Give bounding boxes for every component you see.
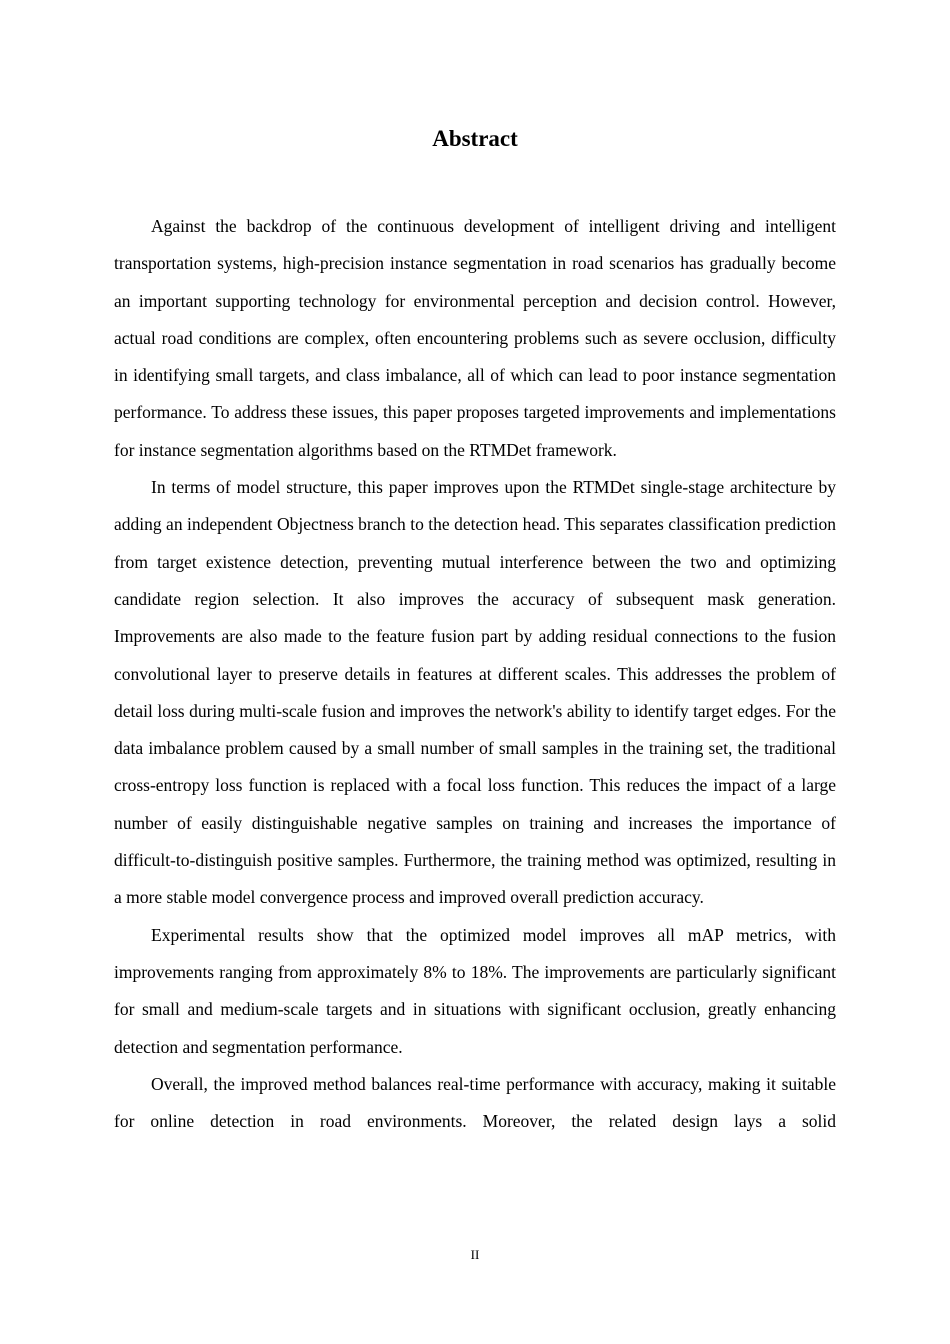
abstract-title: Abstract (432, 126, 518, 151)
page-number: II (470, 1247, 480, 1262)
abstract-body (114, 208, 836, 1140)
abstract-paragraph-4: Overall, the improved method balances real-time performance with accuracy, making it suitable for online detection in road environments. Moreover, the related design lays a solid (114, 1073, 836, 1132)
abstract-paragraph-2: In terms of model structure, this paper improves upon the RTMDet single-stage architecture by adding an independent Objectness branch to the detection head. This separates classification prediction from target existence detection, preventing mutual interference between the two and optimizing candidate region selection. It also improves the accuracy of subsequent mask generation. Improvements are also made to the feature fusion part by adding residual connections to the fusion convolutional layer to preserve details in features at different scales. This addresses the problem of detail loss during multi-scale fusion and improves the network's ability to identify target edges. For the data imbalance problem caused by a small number of small samples in the training set, the traditional cross-entropy loss function is replaced with a focal loss function. This reduces the impact of a large number of easily distinguishable negative samples on training and increases the importance of difficult-to-distinguish positive samples. Furthermore, the training method was optimized, resulting in a more stable model convergence process and improved overall prediction accuracy. (114, 477, 836, 908)
abstract-paragraph-1: Against the backdrop of the continuous development of intelligent driving and intelligent transportation systems, high-precision instance segmentation in road scenarios has gradually become an important supporting technology for environmental perception and decision control. However, actual road conditions are complex, often encountering problems such as severe occlusion, difficulty in identifying small targets, and class imbalance, all of which can lead to poor instance segmentation performance. To address these issues, this paper proposes targeted improvements and implementations for instance segmentation algorithms based on the RTMDet framework. (114, 216, 836, 460)
abstract-paragraph-3: Experimental results show that the optimized model improves all mAP metrics, with improvements ranging from approximately 8% to 18%. The improvements are particularly significant for small and medium-scale targets and in situations with significant occlusion, greatly enhancing detection and segmentation performance. (114, 924, 836, 1057)
